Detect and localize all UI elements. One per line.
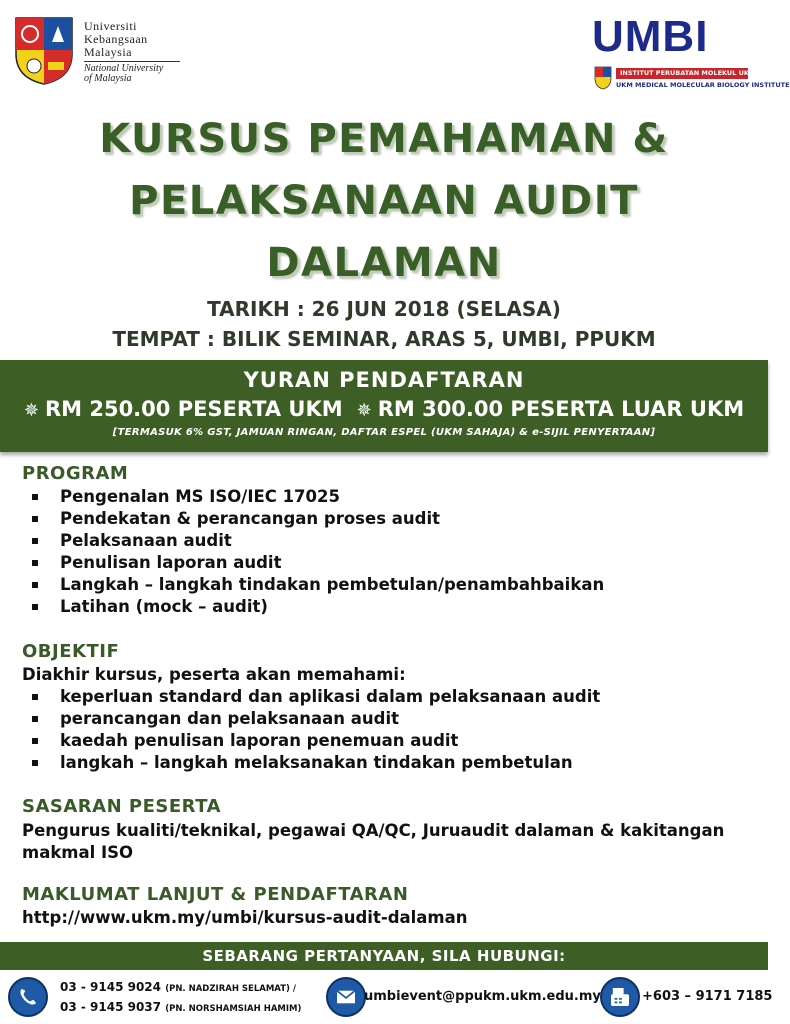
ukm-name-line1: Universiti bbox=[84, 19, 137, 33]
list-item: Pelaksanaan audit bbox=[22, 530, 604, 552]
title-line1: KURSUS PEMAHAMAN & bbox=[99, 116, 669, 162]
title-line3: DALAMAN bbox=[266, 240, 502, 286]
umbi-crest-icon bbox=[594, 66, 612, 90]
list-item: Latihan (mock – audit) bbox=[22, 596, 604, 618]
bullet-icon bbox=[32, 604, 38, 610]
bullet-icon bbox=[32, 738, 38, 744]
fax-number[interactable]: +603 – 9171 7185 bbox=[642, 989, 773, 1004]
fee-heading: YURAN PENDAFTARAN bbox=[243, 368, 525, 392]
objektif-intro: Diakhir kursus, peserta akan memahami: bbox=[22, 665, 406, 684]
umbi-subtitle: UKM MEDICAL MOLECULAR BIOLOGY INSTITUTE bbox=[616, 81, 790, 89]
phone-icon bbox=[8, 977, 48, 1017]
ukm-logo bbox=[12, 14, 182, 94]
bullet-icon bbox=[32, 694, 38, 700]
bullet-icon bbox=[32, 760, 38, 766]
phone-1 bbox=[60, 980, 296, 994]
sasaran-text: Pengurus kualiti/teknikal, pegawai QA/QC, Juruaudit dalaman & kakitangan makmal ISO bbox=[22, 821, 725, 862]
phone-2-name: (PN. NORSHAMSIAH HAMIM) bbox=[165, 1004, 302, 1014]
ukm-name-line2: Kebangsaan bbox=[84, 32, 148, 46]
phone-2 bbox=[60, 1000, 301, 1014]
umbi-logo bbox=[592, 12, 790, 94]
list-item: kaedah penulisan laporan penemuan audit bbox=[22, 730, 600, 752]
list-item: Langkah – langkah tindakan pembetulan/penambahbaikan bbox=[22, 574, 604, 596]
star-icon: ✵ bbox=[23, 400, 39, 421]
list-item: Pendekatan & perancangan proses audit bbox=[22, 508, 604, 530]
ukm-english-line1: National University bbox=[84, 63, 164, 74]
fee-note: [TERMASUK 6% GST, JAMUAN RINGAN, DAFTAR ESPEL (UKM SAHAJA) & e-SIJIL PENYERTAAN] bbox=[112, 427, 656, 438]
bullet-icon bbox=[32, 582, 38, 588]
program-heading: PROGRAM bbox=[22, 463, 129, 484]
ukm-rule bbox=[84, 61, 180, 62]
objektif-heading: OBJEKTIF bbox=[22, 641, 120, 662]
phone-1-name: (PN. NADZIRAH SELAMAT) / bbox=[165, 984, 296, 994]
bullet-icon bbox=[32, 560, 38, 566]
price-ukm: RM 250.00 PESERTA UKM bbox=[44, 397, 343, 421]
fee-prices bbox=[0, 397, 768, 421]
phone-1-number[interactable]: 03 - 9145 9024 bbox=[60, 980, 162, 994]
bullet-icon bbox=[32, 494, 38, 500]
list-item: Penulisan laporan audit bbox=[22, 552, 604, 574]
ukm-crest-icon bbox=[12, 14, 76, 86]
bullet-icon bbox=[32, 538, 38, 544]
event-date: TARIKH : 26 JUN 2018 (SELASA) bbox=[207, 297, 561, 321]
objektif-list bbox=[22, 686, 600, 774]
ukm-name-line3: Malaysia bbox=[84, 45, 132, 59]
mail-icon bbox=[326, 977, 366, 1017]
bullet-icon bbox=[32, 716, 38, 722]
email-link[interactable]: umbievent@ppukm.ukm.edu.my bbox=[364, 989, 601, 1004]
phone-2-number[interactable]: 03 - 9145 9037 bbox=[60, 1000, 162, 1014]
fee-band bbox=[0, 360, 768, 452]
maklumat-heading: MAKLUMAT LANJUT & PENDAFTARAN bbox=[22, 884, 409, 905]
page-title bbox=[40, 108, 728, 294]
list-item: Pengenalan MS ISO/IEC 17025 bbox=[22, 486, 604, 508]
title-line2: PELAKSANAAN AUDIT bbox=[129, 178, 639, 224]
event-venue: TEMPAT : BILIK SEMINAR, ARAS 5, UMBI, PPUKM bbox=[112, 327, 656, 351]
star-icon: ✵ bbox=[356, 400, 372, 421]
umbi-institute-bar: INSTITUT PERUBATAN MOLEKUL UKM bbox=[616, 68, 748, 79]
umbi-wordmark: UMBI bbox=[592, 12, 709, 61]
contact-band: SEBARANG PERTANYAAN, SILA HUBUNGI: bbox=[0, 942, 768, 970]
list-item: perancangan dan pelaksanaan audit bbox=[22, 708, 600, 730]
bullet-icon bbox=[32, 516, 38, 522]
list-item: langkah – langkah melaksanakan tindakan pembetulan bbox=[22, 752, 600, 774]
sasaran-heading: SASARAN PESERTA bbox=[22, 796, 222, 817]
list-item: keperluan standard dan aplikasi dalam pelaksanaan audit bbox=[22, 686, 600, 708]
price-outside: RM 300.00 PESERTA LUAR UKM bbox=[377, 397, 745, 421]
program-list bbox=[22, 486, 604, 618]
ukm-english-line2: of Malaysia bbox=[84, 73, 132, 84]
registration-link[interactable]: http://www.ukm.my/umbi/kursus-audit-dalaman bbox=[22, 908, 468, 927]
fax-icon bbox=[600, 977, 640, 1017]
